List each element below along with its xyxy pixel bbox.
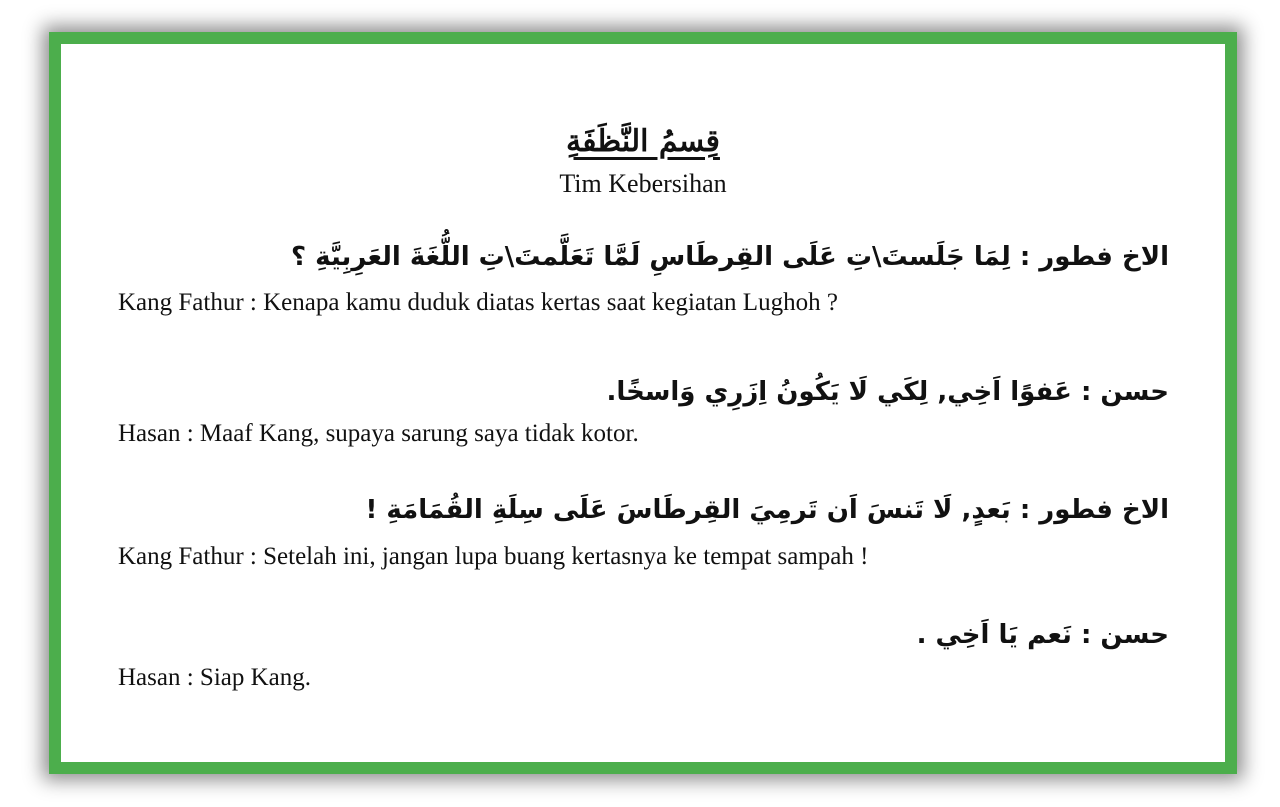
title-arabic (61, 122, 1225, 162)
green-bordered-card (49, 32, 1237, 774)
dialogue-line-2-arabic: حسن : عَفوًا اَخِي, لِكَي لَا يَكُونُ اِزَرِي وَاسخًا. (606, 377, 1169, 407)
dialogue-line-1-indonesian: Kang Fathur : Kenapa kamu duduk diatas kertas saat kegiatan Lughoh ? (118, 289, 838, 316)
dialogue-line-2-indonesian: Hasan : Maaf Kang, supaya sarung saya tidak kotor. (118, 420, 639, 447)
dialogue-line-1-arabic: الاخ فطور : لِمَا جَلَستَ\تِ عَلَى القِرطَاسِ لَمَّا تَعَلَّمتَ\تِ اللُّغَةَ العَرِبِيَّةِ ؟ (291, 242, 1169, 272)
title-arabic-text: قِسمُ النَّظَفَةِ (566, 124, 720, 159)
dialogue-line-4-indonesian: Hasan : Siap Kang. (118, 664, 312, 691)
dialogue-line-4-arabic: حسن : نَعم يَا اَخِي . (916, 620, 1169, 650)
dialogue-line-3-arabic: الاخ فطور : بَعدٍ, لَا تَنسَ اَن تَرمِيَ القِرطَاسَ عَلَى سِلَةِ القُمَامَةِ ! (365, 495, 1169, 525)
dialogue-line-3-indonesian: Kang Fathur : Setelah ini, jangan lupa buang kertasnya ke tempat sampah ! (118, 543, 869, 570)
title-indonesian: Tim Kebersihan (559, 169, 727, 198)
